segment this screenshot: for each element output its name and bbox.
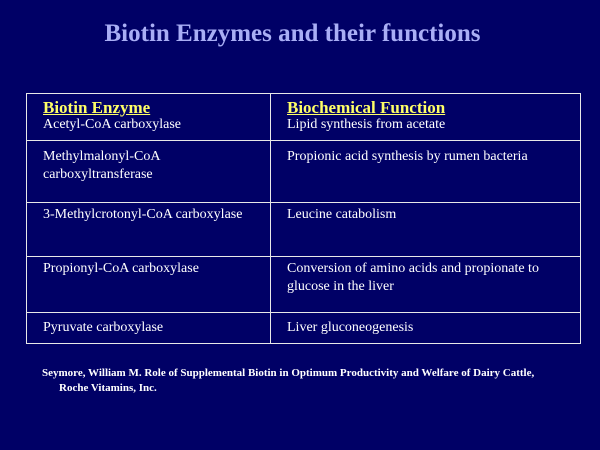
column-header-enzyme: Biotin Enzyme: [43, 98, 151, 117]
table-row: [27, 257, 581, 313]
slide-title: Biotin Enzymes and their functions: [104, 20, 481, 47]
table-row: [27, 203, 581, 257]
enzyme-table: [26, 93, 581, 344]
citation: [42, 366, 587, 396]
biochemical-function: Propionic acid synthesis by rumen bacteria: [271, 141, 581, 203]
biochemical-function: Lipid synthesis from acetate: [287, 117, 446, 132]
enzyme-name: Pyruvate carboxylase: [27, 313, 271, 344]
table-row: [27, 141, 581, 203]
enzyme-name: Acetyl-CoA carboxylase: [43, 117, 182, 132]
enzyme-name: Methylmalonyl-CoA carboxyltransferase: [27, 141, 271, 203]
biochemical-function: Leucine catabolism: [271, 203, 581, 257]
citation-line-2: Roche Vitamins, Inc.: [59, 382, 157, 394]
biochemical-function: Liver gluconeogenesis: [271, 313, 581, 344]
table-cell: [27, 94, 271, 141]
enzyme-name: Propionyl-CoA carboxylase: [27, 257, 271, 313]
enzyme-name: 3-Methylcrotonyl-CoA carboxylase: [27, 203, 271, 257]
biochemical-function: Conversion of amino acids and propionate to glucose in the liver: [271, 257, 581, 313]
table-row: [27, 313, 581, 344]
table-row: [27, 94, 581, 141]
table-cell: [271, 94, 581, 141]
column-header-function: Biochemical Function: [287, 98, 446, 117]
citation-line-1: Seymore, William M. Role of Supplemental Biotin in Optimum Productivity and Welfare of Dairy Cattle,: [42, 367, 535, 379]
